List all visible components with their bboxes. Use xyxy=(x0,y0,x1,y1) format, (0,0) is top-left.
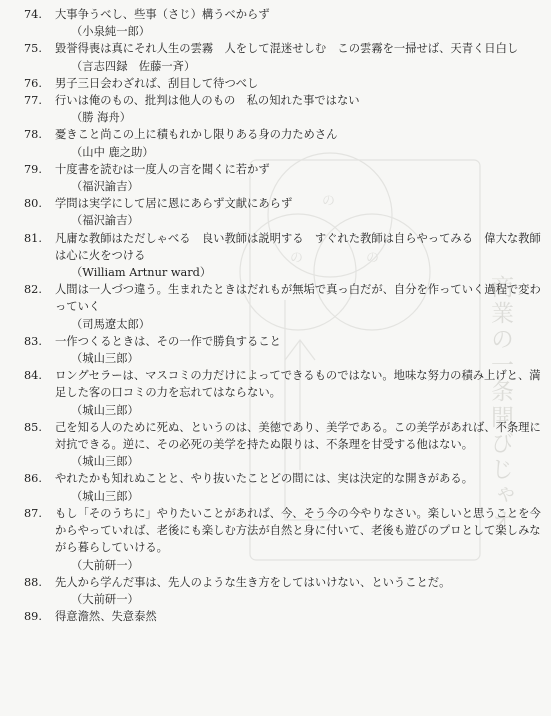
quote-author: （福沢諭吉） xyxy=(71,214,139,228)
quote-text: 十度書を読むは一度人の言を聞くに若かず xyxy=(55,162,270,176)
quote-list xyxy=(14,6,544,625)
quote-entry xyxy=(14,281,544,333)
quote-text: 先人から学んだ事は、先人のような生き方をしてはいけない、ということだ。 xyxy=(55,575,451,589)
quote-author: （山中 鹿之助） xyxy=(71,145,154,159)
quote-text: 行いは俺のもの、批判は他人のもの 私の知れた事ではない xyxy=(55,94,360,108)
quote-author: （言志四録 佐藤一斉） xyxy=(71,59,196,73)
quote-author: （城山三郎） xyxy=(71,455,139,469)
quote-entry xyxy=(14,92,544,126)
quote-text: 男子三日会わざれば、刮目して待つべし xyxy=(55,76,259,90)
quote-number: 85. xyxy=(24,420,42,434)
quote-entry xyxy=(14,230,544,282)
quote-entry xyxy=(14,333,544,367)
quote-number: 74. xyxy=(24,8,42,21)
quote-number: 87. xyxy=(24,506,42,520)
quote-number: 89. xyxy=(24,610,42,624)
quote-number: 75. xyxy=(24,42,42,56)
quote-number: 78. xyxy=(24,128,42,142)
quote-author: （司馬遼太郎） xyxy=(71,317,151,331)
quote-entry xyxy=(14,75,544,92)
quote-number: 81. xyxy=(24,231,42,245)
quote-number: 86. xyxy=(24,472,42,486)
quote-author: （大前研一） xyxy=(71,558,139,572)
quote-author: （William Artnur ward） xyxy=(71,266,212,280)
quote-entry xyxy=(14,608,544,625)
quote-text: 憂きこと尚この上に積もれかし限りある身の力ためさん xyxy=(55,128,338,142)
quote-number: 77. xyxy=(24,94,42,108)
quote-author: （福沢諭吉） xyxy=(71,180,139,194)
watermark-circle-label: の xyxy=(322,194,336,209)
quote-text: 得意澹然、失意泰然 xyxy=(55,610,157,624)
quote-entry xyxy=(14,40,544,74)
quote-author: （勝 海舟） xyxy=(71,111,132,125)
quote-text: 人間は一人づつ違う。生まれたときはだれもが無垢で真っ白だが、自分を作っていく過程で変わっていく xyxy=(55,283,541,314)
quote-text: やれたかも知れぬことと、やり抜いたことどの間には、実は決定的な開きがある。 xyxy=(55,472,473,486)
quote-text: 毀誉得喪は真にそれ人生の雲霧 人をして混迷せしむ この雲霧を一掃せば、天青く日白し xyxy=(55,42,519,56)
quote-number: 88. xyxy=(24,575,42,589)
quote-number: 83. xyxy=(24,334,42,348)
quote-number: 80. xyxy=(24,197,42,211)
quote-author: （城山三郎） xyxy=(71,489,139,503)
quote-entry xyxy=(14,6,544,40)
quote-entry xyxy=(14,505,544,574)
quote-text: 凡庸な教師はただしゃべる 良い教師は説明する すぐれた教師は自らやってみる 偉大な教師は心に火をつける xyxy=(55,231,541,262)
watermark-circle-label: の xyxy=(366,251,380,266)
quote-text: 学問は実学にして居に恩にあらず文献にあらず xyxy=(55,197,293,211)
quote-text: 大事争うべし、些事（さじ）構うべからず xyxy=(55,8,270,21)
quote-number: 76. xyxy=(24,76,42,90)
quote-entry xyxy=(14,470,544,504)
quote-text: 一作つくるときは、その一作で勝負すること xyxy=(55,334,281,348)
quote-author: （大前研一） xyxy=(71,592,139,606)
quote-entry xyxy=(14,126,544,160)
quote-author: （城山三郎） xyxy=(71,352,139,366)
quote-author: （城山三郎） xyxy=(71,403,139,417)
quote-entry xyxy=(14,195,544,229)
watermark-vertical-text: 商業の一条開びじゃオ xyxy=(487,275,513,535)
quote-author: （小泉純一郎） xyxy=(71,25,151,39)
quote-text: ロングセラーは、マスコミの力だけによってできるものではない。地味な努力の積み上げと、満足した客の口コミの力を忘れてはならない。 xyxy=(55,369,541,400)
quote-text: もし「そのうちに」やりたいことがあれば、今、そう今の今やりなさい。楽しいと思うことを今からやっていれば、老後にも楽しむ方法が自然と身に付いて、老後も遊びのプロとして楽しみながら暮らしていける。 xyxy=(55,506,541,555)
quote-number: 82. xyxy=(24,283,42,297)
quote-entry xyxy=(14,161,544,195)
watermark-circle-label: の xyxy=(290,251,304,266)
quote-entry xyxy=(14,419,544,471)
quote-number: 79. xyxy=(24,162,42,176)
quote-entry xyxy=(14,367,544,419)
quote-text: 己を知る人のために死ぬ、というのは、美徳であり、美学である。この美学があれば、不条理に対抗できる。逆に、その必死の美学を持たぬ限りは、不条理を甘受する他はない。 xyxy=(55,420,541,452)
quote-number: 84. xyxy=(24,369,42,383)
quote-entry xyxy=(14,574,544,608)
